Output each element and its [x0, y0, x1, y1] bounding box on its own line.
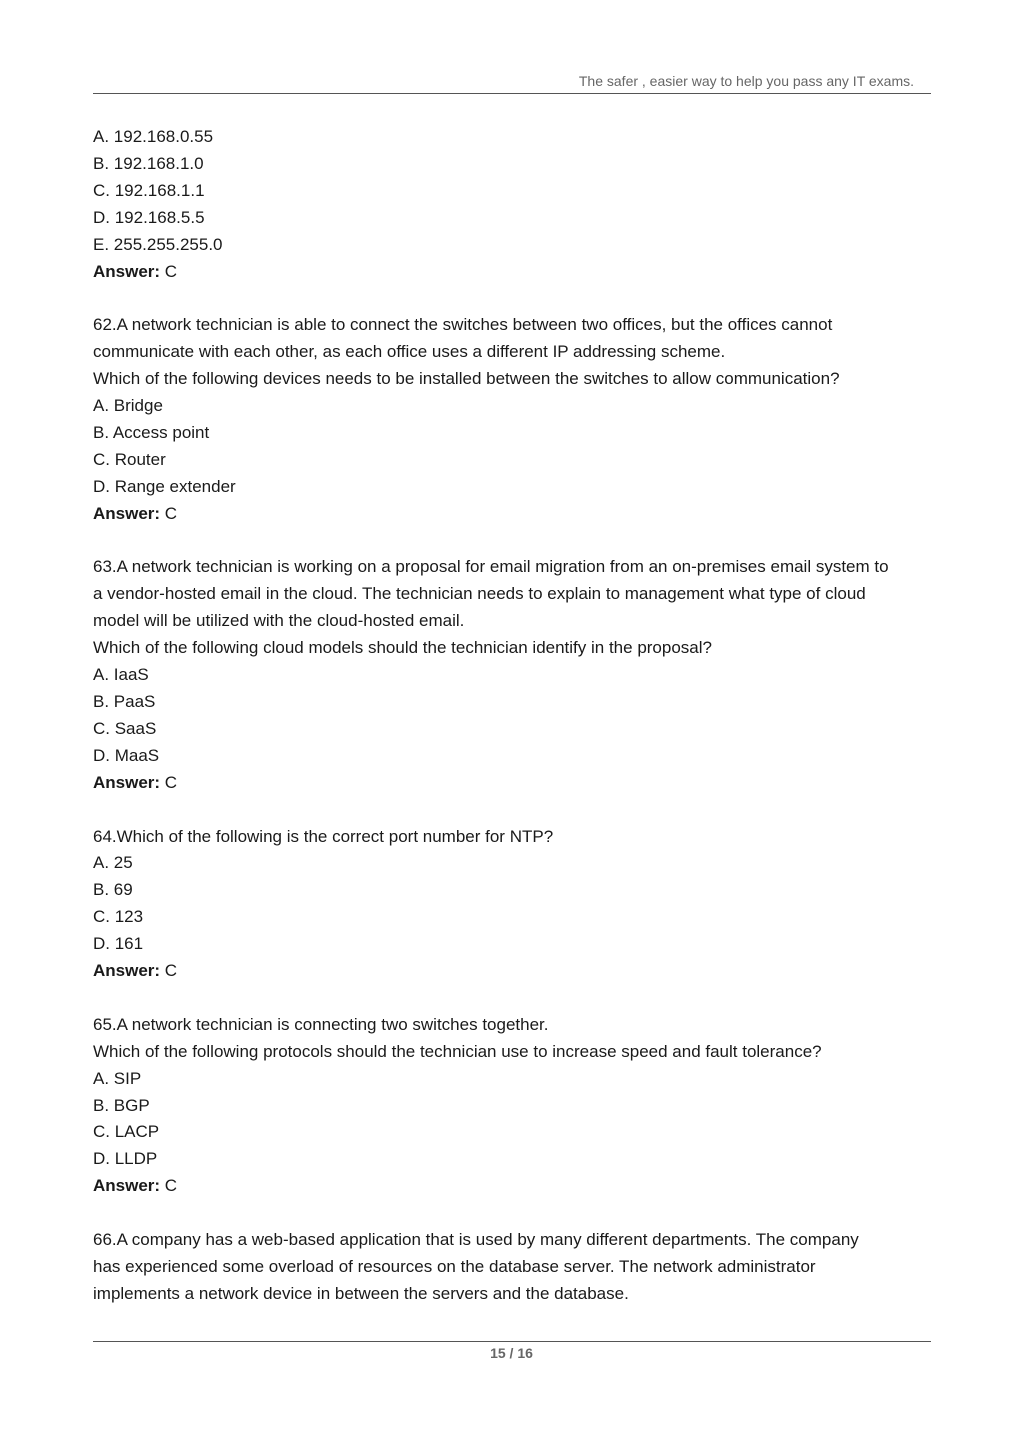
option-b: B. BGP [93, 1095, 150, 1115]
option-d: D. LLDP [93, 1149, 158, 1169]
question-text-line: implements a network device in between the servers and the database. [93, 1283, 629, 1303]
question-text-line: 62.A network technician is able to connect the switches between two offices, but the offices cannot [93, 315, 833, 335]
option-c: C. 123 [93, 907, 144, 927]
header-divider [93, 93, 931, 94]
question-block-65 [93, 1012, 933, 1200]
option-c: C. LACP [93, 1122, 160, 1142]
question-text-line: has experienced some overload of resources on the database server. The network administrator [93, 1256, 816, 1276]
option-a: A. Bridge [93, 396, 163, 416]
option-a: A. IaaS [93, 665, 149, 685]
answer-label: Answer: [93, 961, 161, 981]
option-b: B. 192.168.1.0 [93, 153, 204, 173]
question-text-line: 65.A network technician is connecting two switches together. [93, 1014, 549, 1034]
option-b: B. 69 [93, 880, 133, 900]
answer-line [93, 1173, 933, 1200]
option-d: D. Range extender [93, 476, 236, 496]
page-number: 15 / 16 [490, 1345, 533, 1361]
option-d: D. MaaS [93, 745, 160, 765]
question-text-line: communicate with each other, as each office uses a different IP addressing scheme. [93, 342, 726, 362]
question-text-line: model will be utilized with the cloud-hosted email. [93, 611, 465, 631]
answer-line [93, 259, 933, 286]
option-b: B. PaaS [93, 692, 156, 711]
answer-label: Answer: [93, 772, 161, 792]
option-d: D. 192.168.5.5 [93, 207, 205, 227]
question-block-63 [93, 554, 933, 796]
question-block-66 [93, 1227, 933, 1308]
answer-value: C [160, 1176, 178, 1196]
answer-label: Answer: [93, 1176, 161, 1196]
question-block-62 [93, 312, 933, 527]
answer-label: Answer: [93, 261, 161, 281]
answer-value: C [160, 503, 178, 523]
option-c: C. 192.168.1.1 [93, 180, 205, 200]
answer-label: Answer: [93, 503, 161, 523]
question-text-line: Which of the following devices needs to be installed between the switches to allow communication? [93, 369, 840, 389]
question-text-line: a vendor-hosted email in the cloud. The technician needs to explain to management what type of cloud [93, 584, 866, 604]
question-text-line: 64.Which of the following is the correct port number for NTP? [93, 826, 554, 846]
header-tagline: The safer , easier way to help you pass any IT exams. [578, 73, 914, 89]
option-b: B. Access point [93, 422, 210, 442]
question-text-line: 66.A company has a web-based application that is used by many different departments. The company [93, 1230, 859, 1250]
answer-line [93, 501, 933, 528]
option-a: A. 25 [93, 853, 133, 873]
answer-value: C [160, 772, 178, 792]
question-block-64 [93, 824, 933, 985]
footer-divider [93, 1341, 931, 1342]
page-content [93, 124, 933, 1308]
answer-value: C [160, 961, 178, 981]
option-d: D. 161 [93, 934, 144, 954]
answer-line [93, 770, 933, 797]
option-a: A. 192.168.0.55 [93, 127, 214, 146]
option-c: C. Router [93, 449, 166, 469]
option-c: C. SaaS [93, 718, 157, 738]
question-block-prev [93, 124, 933, 285]
question-text-line: 63.A network technician is working on a proposal for email migration from an on-premises email system to [93, 557, 889, 577]
option-e: E. 255.255.255.0 [93, 234, 223, 254]
question-text-line: Which of the following cloud models should the technician identify in the proposal? [93, 638, 712, 658]
answer-line [93, 958, 933, 985]
answer-value: C [160, 261, 178, 281]
question-text-line: Which of the following protocols should the technician use to increase speed and fault tolerance? [93, 1041, 822, 1061]
option-a: A. SIP [93, 1068, 142, 1088]
